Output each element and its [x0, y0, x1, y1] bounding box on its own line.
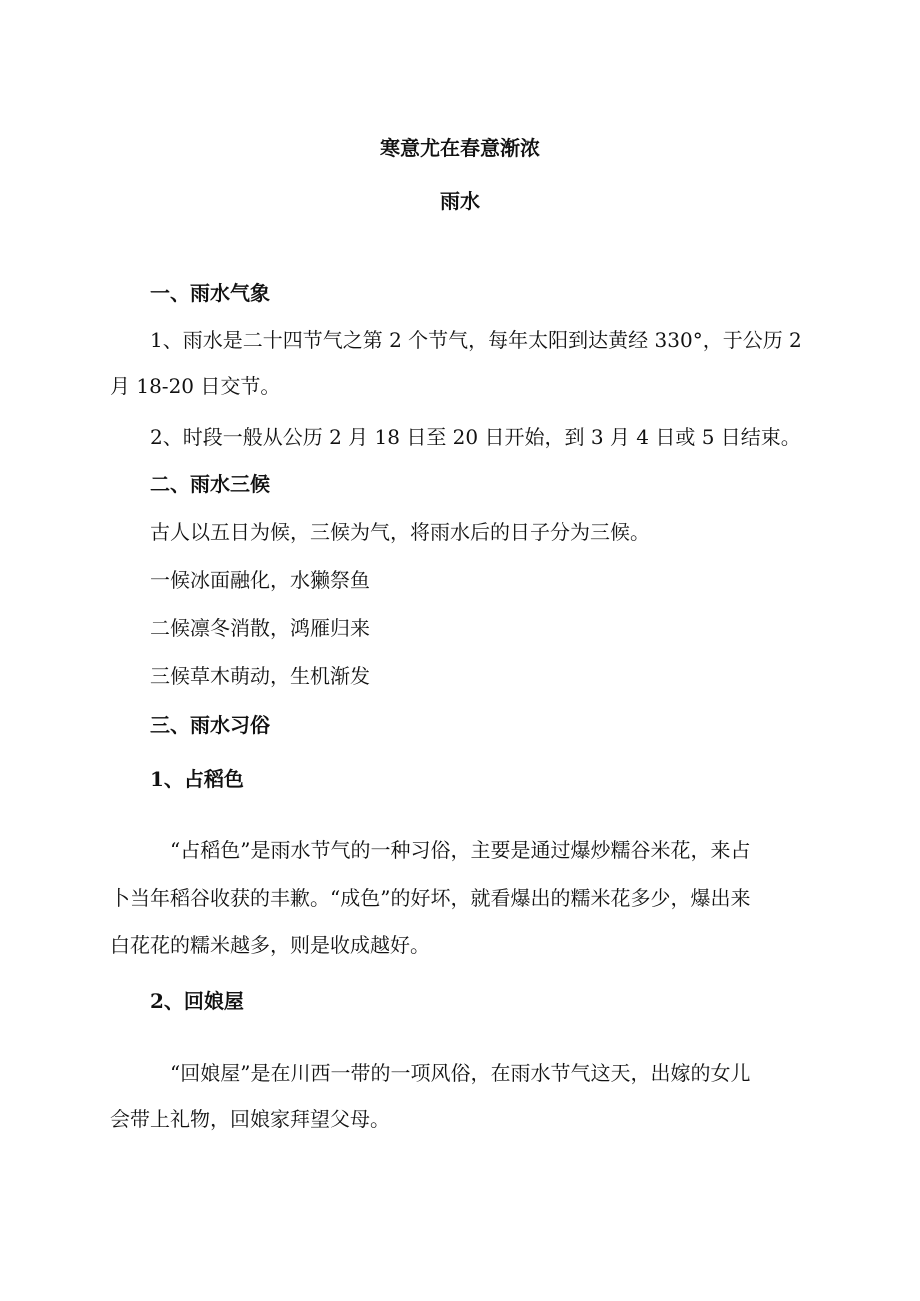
section-1-paragraph-2: 2、时段一般从公历 2 月 18 日至 20 日开始，到 3 月 4 日或 5 日结束。 [150, 425, 801, 449]
section-3-heading: 三、雨水习俗 [150, 713, 270, 737]
section-1-paragraph-1-line-1: 1、雨水是二十四节气之第 2 个节气，每年太阳到达黄经 330°，于公历 2 [150, 328, 802, 352]
subsection-1-heading: 1、占稻色 [150, 767, 244, 791]
section-1-paragraph-1-line-2: 月 18-20 日交节。 [110, 374, 281, 398]
hou-3: 三候草木萌动，生机渐发 [150, 664, 370, 688]
section-1-heading: 一、雨水气象 [150, 281, 270, 305]
subsection-1-line-3: 白花花的糯米越多，则是收成越好。 [110, 933, 430, 957]
hou-2: 二候凛冬消散，鸿雁归来 [150, 616, 370, 640]
hou-1: 一候冰面融化，水獭祭鱼 [150, 568, 370, 592]
section-2-intro: 古人以五日为候，三候为气，将雨水后的日子分为三候。 [150, 520, 650, 544]
document-subtitle: 雨水 [440, 189, 480, 213]
subsection-1-line-2: 卜当年稻谷收获的丰歉。“成色”的好坏，就看爆出的糯米花多少，爆出来 [110, 886, 751, 910]
section-2-heading: 二、雨水三候 [150, 472, 270, 496]
subsection-2-line-1: “回娘屋”是在川西一带的一项风俗，在雨水节气这天，出嫁的女儿 [170, 1061, 751, 1085]
subsection-2-line-2: 会带上礼物，回娘家拜望父母。 [110, 1107, 390, 1131]
subsection-1-line-1: “占稻色”是雨水节气的一种习俗，主要是通过爆炒糯谷米花，来占 [170, 838, 751, 862]
document-title: 寒意尤在春意渐浓 [380, 136, 540, 160]
subsection-2-heading: 2、回娘屋 [150, 989, 244, 1013]
